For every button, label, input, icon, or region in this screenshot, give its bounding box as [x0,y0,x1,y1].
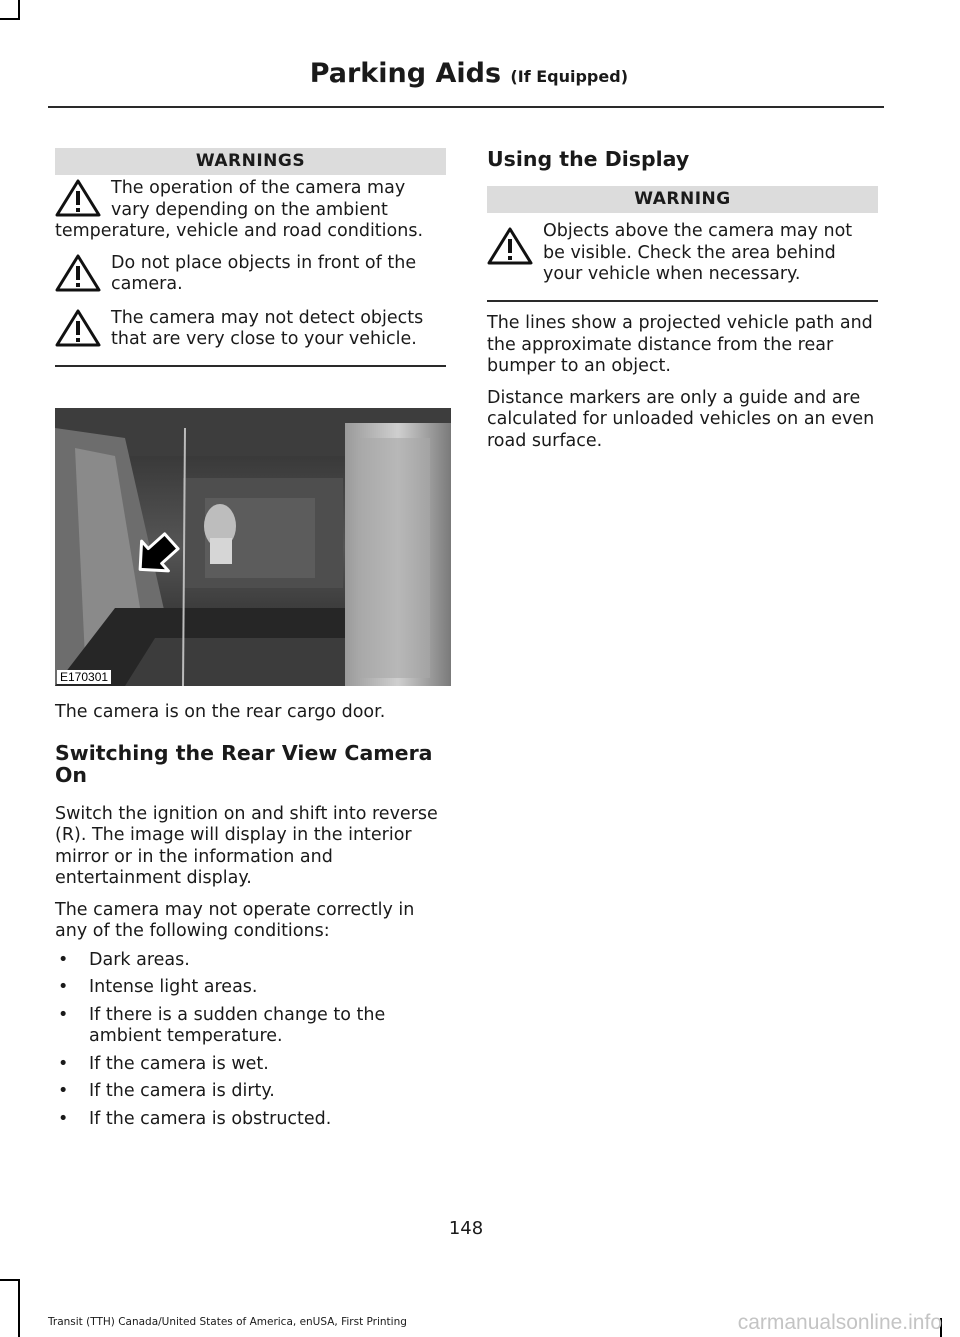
watermark: carmanualsonline.info [737,1311,942,1334]
warning-triangle-icon [55,254,101,292]
section-title-switching-on: Switching the Rear View Camera On [55,740,433,787]
crop-mark [18,0,20,20]
warning-triangle-icon [55,179,101,217]
section-title-using-display: Using the Display [487,147,690,171]
camera-caption: The camera is on the rear cargo door. [55,702,386,722]
display-paragraph-1: The lines show a projected vehicle path and the approximate distance from the rear bumper to an object. [487,313,873,376]
footer-publication-info: Transit (TTH) Canada/United States of America, enUSA, First Printing [48,1316,407,1328]
conditions-intro: The camera may not operate correctly in any of the following conditions: [55,899,415,941]
warning-rule [487,300,878,302]
list-item: • If there is a sudden change to the ambient temperature. [55,1005,446,1048]
display-paragraph-2: Distance markers are only a guide and are calculated for unloaded vehicles on an even road surface. [487,387,875,451]
rear-camera-photo [55,408,451,686]
left-column [55,148,446,367]
header-rule [48,106,884,108]
list-item: • If the camera is wet. [55,1054,446,1076]
page-header [310,58,628,89]
header-title: Parking Aids [309,58,502,89]
warning-text: Do not place objects in front of the camera. [111,252,417,294]
list-item: • If the camera is dirty. [55,1081,446,1103]
crop-mark [0,1279,20,1281]
display-text [487,313,878,452]
warning-text: The operation of the camera may vary depending on the ambient temperature, vehicle and road conditions. [55,178,424,241]
warning-item [55,178,446,243]
conditions-list [55,950,446,1131]
warning-item [55,253,446,296]
image-reference-label: E170301 [57,670,111,684]
switching-paragraph: Switch the ignition on and shift into reverse (R). The image will display in the interior mirror or in the information and entertainment display. [55,803,438,888]
list-item: • Intense light areas. [55,977,446,999]
left-column-body [55,702,446,1136]
list-item: • Dark areas. [55,950,446,972]
warnings-heading: WARNINGS [55,148,446,175]
warning-item [55,308,446,351]
page-number: 148 [448,1218,484,1239]
warnings-rule [55,365,446,367]
warning-triangle-icon [55,309,101,347]
crop-mark [0,18,20,20]
warning-triangle-icon [487,227,533,265]
warning-heading: WARNING [487,186,878,213]
warning-item [487,221,878,286]
cargo-door-image [55,408,451,686]
crop-mark [18,1279,20,1337]
display-warning-block [487,186,878,302]
warning-text: Objects above the camera may not be visible. Check the area behind your vehicle when necessary. [543,221,853,284]
list-item: • If the camera is obstructed. [55,1109,446,1131]
header-subtitle: (If Equipped) [510,67,628,86]
warning-text: The camera may not detect objects that are very close to your vehicle. [111,307,424,349]
